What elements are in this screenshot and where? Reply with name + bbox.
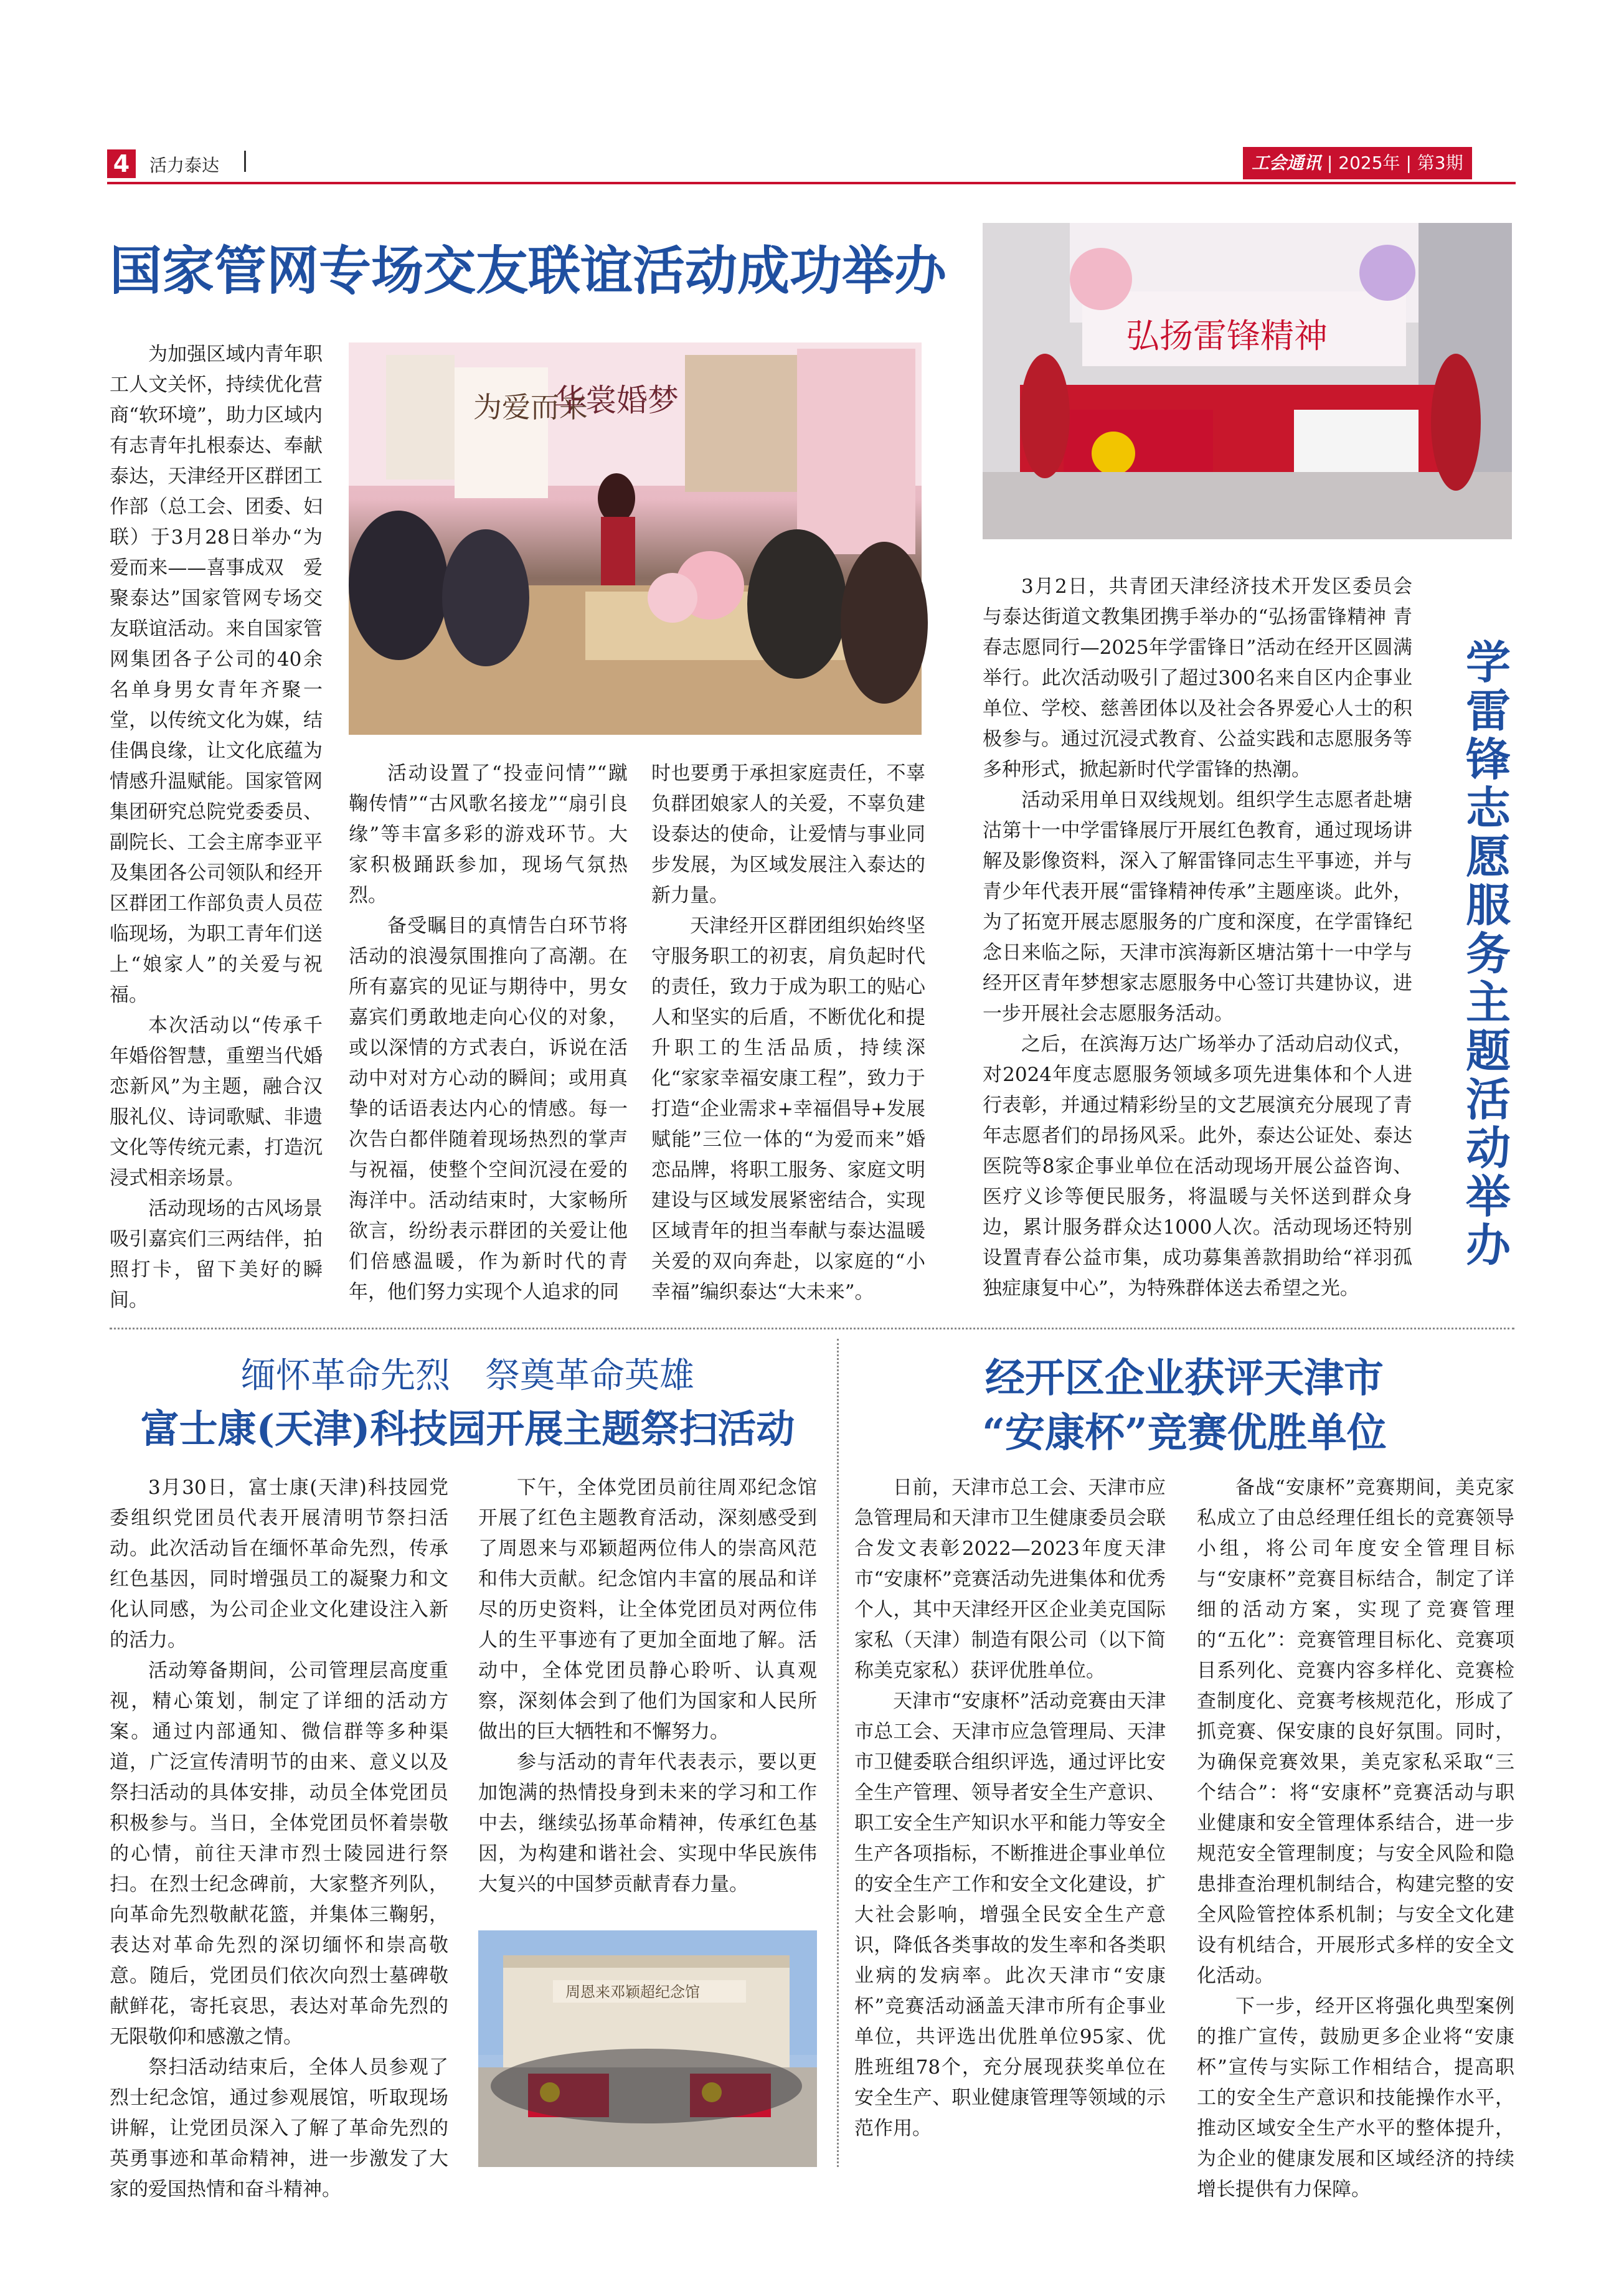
article3-col1: [110, 1473, 448, 2201]
article2-para: 3月2日，共青团天津经济技术开发区委员会与泰达街道文教集团携手举办的“弘扬雷锋精神 青春志愿同行—2025年学雷锋日”活动在经开区圆满举行。此次活动吸引了超过300名来自区内企事业单位、学校、慈善团体以及社会各界爱心人士的积极参与。通过沉浸式教育、公益实践和志愿服务等多种形式，掀起新时代学雷锋的热潮。: [983, 575, 1412, 781]
article3-para: 参与活动的青年代表表示，要以更加饱满的热情投身到未来的学习和工作中去，继续弘扬革命精神，传承红色基因，为构建和谐社会、实现中华民族伟大复兴的中国梦贡献青春力量。: [478, 1751, 817, 1896]
masthead-year: 2025年: [1338, 153, 1400, 173]
article1-col1: [110, 339, 323, 1320]
header-masthead-box: 工会通讯 | 2025年 | 第3期: [1243, 147, 1472, 179]
article2-para: 活动采用单日双线规划。组织学生志愿者赴塘沽第十一中学雷锋展厅开展红色教育，通过现场讲解及影像资料，深入了解雷锋同志生平事迹，并与青少年代表开展“雷锋精神传承”主题座谈。此外，为了拓宽开展志愿服务的广度和深度，在学雷锋纪念日来临之际，天津市滨海新区塘沽第十一中学与经开区青年梦想家志愿服务中心签订共建协议，进一步开展社会志愿服务活动。: [983, 789, 1412, 1025]
masthead-logo: 工会通讯: [1252, 153, 1322, 173]
article1-para: 活动设置了“投壶问情”“蹴鞠传情”“古风歌名接龙”“扇引良缘”等丰富多彩的游戏环节。大家积极踊跃参加，现场气氛热烈。: [349, 762, 628, 907]
banner-text: 弘扬雷锋精神: [1126, 316, 1328, 356]
vertical-separator: [837, 1339, 839, 2167]
article3-col2: [478, 1473, 817, 1921]
section-name: 活力泰达: [149, 155, 220, 176]
article1-col3: [651, 758, 925, 1319]
article3-para: 祭扫活动结束后，全体人员参观了烈士纪念馆，通过参观展馆，听取现场讲解，让党团员深入了解了革命先烈的英勇事迹和革命精神，进一步激发了大家的爱国热情和奋斗精神。: [110, 2056, 448, 2201]
article2-title: 学雷锋志愿服务主题活动举办: [1465, 636, 1511, 1272]
article4-title-line2: “安康杯”竞赛优胜单位: [982, 1410, 1387, 1457]
article4-col2: [1197, 1473, 1514, 2201]
article1-col2: [349, 758, 628, 1319]
photo-illustration: [983, 223, 1512, 539]
article3-subtitle: 缅怀革命先烈 祭奠革命英雄: [241, 1356, 694, 1396]
article1-para: 天津经开区群团组织始终坚守服务职工的初衷，肩负起时代的责任，致力于成为职工的贴心人和坚实的后盾，不断优化和提升职工的生活品质，持续深化“家家幸福安康工程”，致力于打造“企业需求+幸福倡导+发展赋能”三位一体的“为爱而来”婚恋品牌，将职工服务、家庭文明建设与区域发展紧密结合，实现区域青年的担当奉献与泰达温暖关爱的双向奔赴，以家庭的“小幸福”编织泰达“大未来”。: [651, 915, 925, 1303]
article3-title: 富士康(天津)科技园开展主题祭扫活动: [140, 1406, 795, 1452]
article1-para: 时也要勇于承担家庭责任，不辜负群团娘家人的关爱，不辜负建设泰达的使命，让爱情与事业同步发展，为区域发展注入泰达的新力量。: [651, 762, 925, 907]
article1-title: 国家管网专场交友联谊活动成功举办: [110, 240, 947, 301]
article2-body: [983, 572, 1412, 1325]
article4-para: 日前，天津市总工会、天津市应急管理局和天津市卫生健康委员会联合发文表彰2022—2023年度天津市“安康杯”竞赛活动先进集体和优秀个人，其中天津经开区企业美克国际家私（天津）制造有限公司（以下简称美克家私）获评优胜单位。: [854, 1476, 1166, 1682]
photo-illustration: [478, 1930, 817, 2167]
article3-para: 下午，全体党团员前往周邓纪念馆开展了红色主题教育活动，深刻感受到了周恩来与邓颖超两位伟人的崇高风范和伟大贡献。纪念馆内丰富的展品和详尽的历史资料，让全体党团员对两位伟人的生平事迹有了更加全面地了解。活动中，全体党团员静心聆听、认真观察，深刻体会到了他们为国家和人民所做出的巨大牺牲和不懈努力。: [478, 1476, 817, 1743]
sign-text-2: 华裳婚梦: [554, 382, 679, 418]
sign-text-1: 为爱而来: [473, 390, 588, 424]
article4-para: 下一步，经开区将强化典型案例的推广宣传，鼓励更多企业将“安康杯”宣传与实际工作相结合，提高职工的安全生产意识和技能操作水平，推动区域安全生产水平的整体提升，为企业的健康发展和区域经济的持续增长提供有力保障。: [1197, 1995, 1514, 2201]
photo-matchmaking-event: [349, 342, 922, 735]
photo-memorial-hall: [478, 1930, 817, 2167]
article4-col1: [854, 1473, 1166, 2170]
article1-para: 本次活动以“传承千年婚俗智慧，重塑当代婚恋新风”为主题，融合汉服礼仪、诗词歌赋、非遗文化等传统元素，打造沉浸式相亲场景。: [110, 1014, 323, 1189]
masthead-issue: 第3期: [1417, 153, 1463, 173]
article1-para: 备受瞩目的真情告白环节将活动的浪漫氛围推向了高潮。在所有嘉宾的见证与期待中，男女嘉宾们勇敢地走向心仪的对象，或以深情的方式表白，诉说在活动中对对方心动的瞬间；或用真挚的话语表达内心的情感。每一次告白都伴随着现场热烈的掌声与祝福，使整个空间沉浸在爱的海洋中。活动结束时，大家畅所欲言，纷纷表示群团的关爱让他们倍感温暖，作为新时代的青年，他们努力实现个人追求的同: [349, 915, 628, 1303]
page-number: 4: [107, 149, 136, 178]
memorial-sign: 周恩来邓颖超纪念馆: [565, 1983, 700, 2001]
article1-para: 为加强区域内青年职工人文关怀，持续优化营商“软环境”，助力区域内有志青年扎根泰达、奉献泰达，天津经开区群团工作部（总工会、团委、妇联）于3月28日举办“为爱而来——喜事成双 爱聚泰达”国家管网专场交友联谊活动。来自国家管网集团各子公司的40余名单身男女青年齐聚一堂，以传统文化为媒，结佳偶良缘，让文化底蕴为情感升温赋能。国家管网集团研究总院党委委员、副院长、工会主席李亚平及集团各公司领队和经开区群团工作部负责人员莅临现场，为职工青年们送上“娘家人”的关爱与祝福。: [110, 343, 323, 1006]
article2-para: 之后，在滨海万达广场举办了活动启动仪式，对2024年度志愿服务领域多项先进集体和个人进行表彰，并通过精彩纷呈的文艺展演充分展现了青年志愿者们的昂扬风采。此外，泰达公证处、泰达医院等8家企事业单位在活动现场开展公益咨询、医疗义诊等便民服务，将温暖与关怀送到群众身边，累计服务群众达1000人次。活动现场还特别设置青春公益市集，成功募集善款捐助给“祥羽孤独症康复中心”，为特殊群体送去希望之光。: [983, 1033, 1412, 1300]
article3-para: 3月30日，富士康(天津)科技园党委组织党团员代表开展清明节祭扫活动。此次活动旨在缅怀革命先烈，传承红色基因，同时增强员工的凝聚力和文化认同感，为公司企业文化建设注入新的活力。: [110, 1476, 448, 1651]
article4-para: 天津市“安康杯”活动竞赛由天津市总工会、天津市应急管理局、天津市卫健委联合组织评选，通过评比安全生产管理、领导者安全生产意识、职工安全生产知识水平和能力等安全生产各项指标，不断推进企事业单位的安全生产工作和安全文化建设，扩大社会影响，增强全民安全生产意识，降低各类事故的发生率和各类职业病的发病率。此次天津市“安康杯”竞赛活动涵盖天津市所有企事业单位，共评选出优胜单位95家、优胜班组78个，充分展现获奖单位在安全生产、职业健康管理等领域的示范作用。: [854, 1690, 1166, 2140]
photo-volunteer-group: [983, 223, 1512, 539]
photo-illustration: [349, 342, 922, 735]
article4-para: 备战“安康杯”竞赛期间，美克家私成立了由总经理任组长的竞赛领导小组，将公司年度安全管理目标与“安康杯”竞赛目标结合，制定了详细的活动方案，实现了竞赛管理的“五化”：竞赛管理目标化、竞赛项目系列化、竞赛内容多样化、竞赛检查制度化、竞赛考核规范化，形成了抓竞赛、保安康的良好氛围。同时，为确保竞赛效果，美克家私采取“三个结合”：将“安康杯”竞赛活动与职业健康和安全管理体系结合，进一步规范安全管理制度；与安全风险和隐患排查治理机制结合，构建完整的安全风险管控体系机制；与安全文化建设有机结合，开展形式多样的安全文化活动。: [1197, 1476, 1514, 1987]
header-divider: [244, 151, 246, 172]
horizontal-separator: [110, 1328, 1514, 1329]
article3-para: 活动筹备期间，公司管理层高度重视，精心策划，制定了详细的活动方案。通过内部通知、微信群等多种渠道，广泛宣传清明节的由来、意义以及祭扫活动的具体安排，动员全体党团员积极参与。当日，全体党团员怀着崇敬的心情，前往天津市烈士陵园进行祭扫。在烈士纪念碑前，大家整齐列队，向革命先烈敬献花篮，并集体三鞠躬，表达对革命先烈的深切缅怀和崇高敬意。随后，党团员们依次向烈士墓碑敬献鲜花，寄托哀思，表达对革命先烈的无限敬仰和感激之情。: [110, 1660, 448, 2048]
header-rule: [107, 182, 1516, 184]
article4-title-line1: 经开区企业获评天津市: [985, 1355, 1384, 1402]
article1-para: 活动现场的古风场景吸引嘉宾们三两结伴，拍照打卡，留下美好的瞬间。: [110, 1197, 323, 1311]
